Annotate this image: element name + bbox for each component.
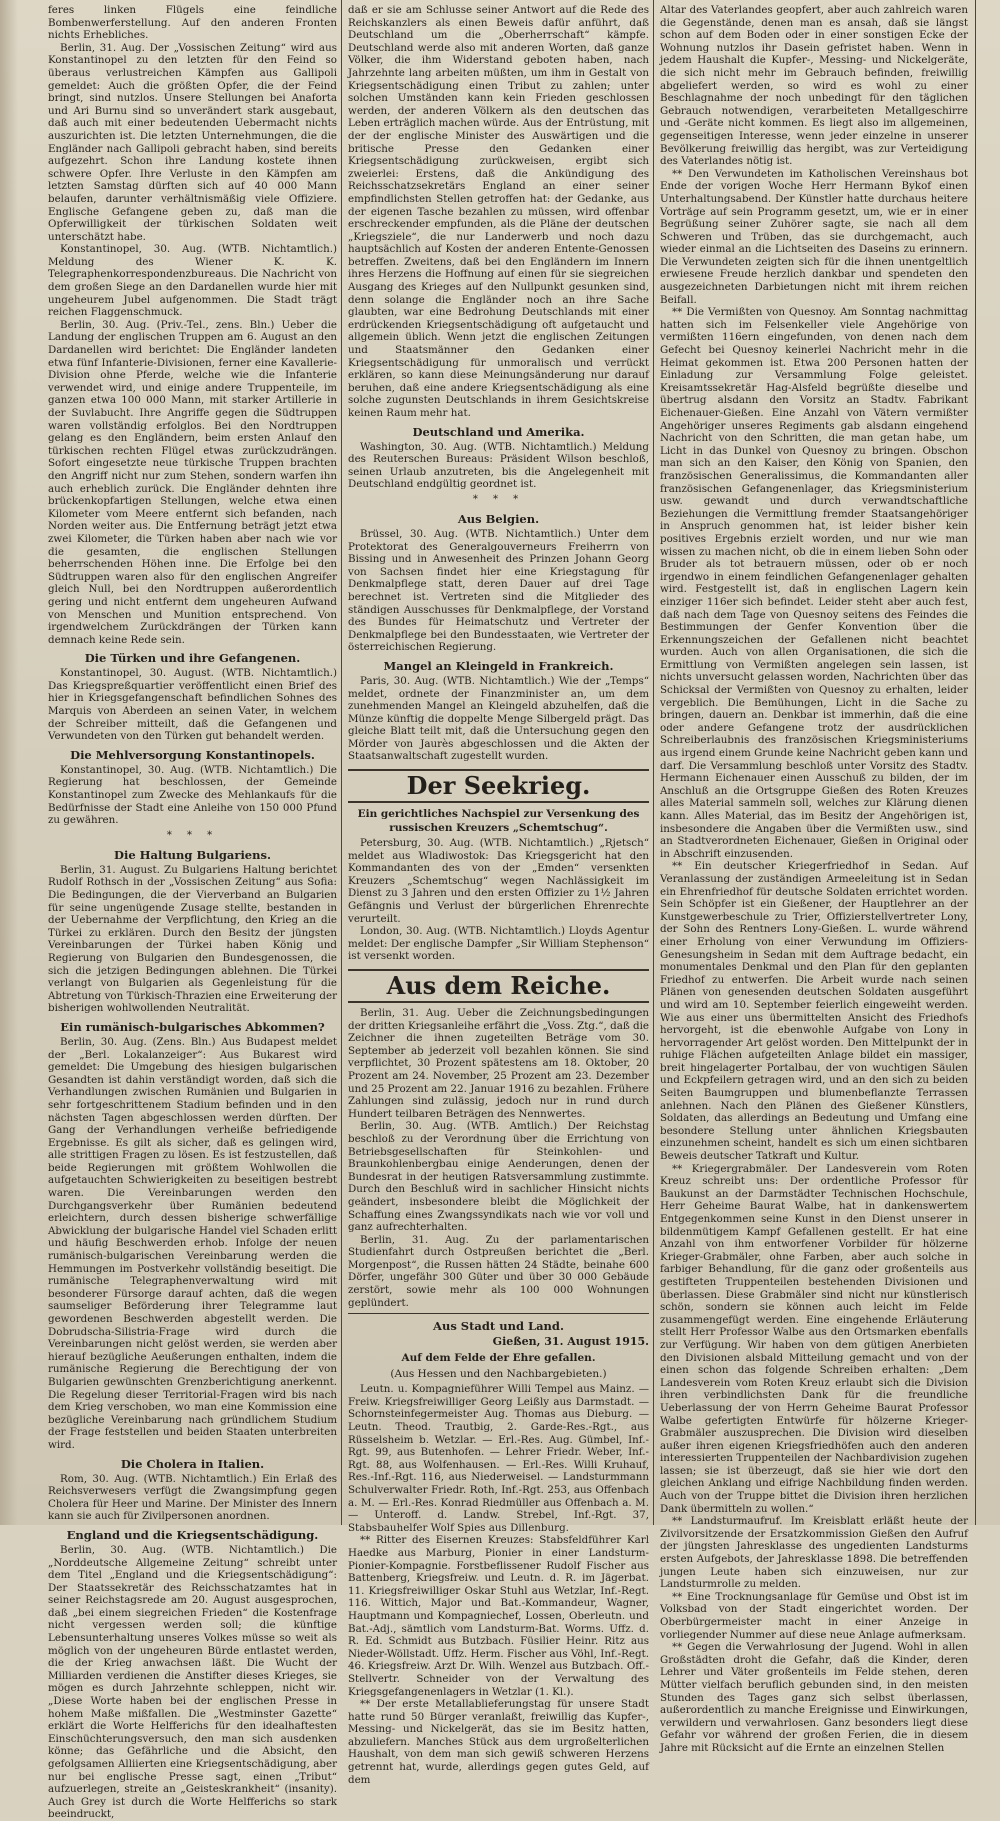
article-paragraph: ** Landsturmaufruf. Im Kreisblatt erläßt heute der Zivilvorsitzende der Ersatzkommission Gießen den Aufruf der jüngsten Jahresklasse des ungedienten Landsturms ersten Aufgebots, der Jahresklasse 1898. Die betreffenden jungen Leute haben sich einzuweisen, nur zur Landsturmrolle zu melden. [660,1515,968,1591]
article-paragraph: Petersburg, 30. Aug. (WTB. Nichtamtlich.) „Rjetsch“ meldet aus Wladiwostok: Das Kriegsgericht hat den Kommandanten des von der „Emden“ versenkten Kreuzers „Schemtschug“ wegen Nachlässigkeit im Dienst zu 3 Jahren und den ersten Offizier zu 1½ Jahren Gefängnis und Verlust der bürgerlichen Ehrenrechte verurteilt. [348,837,649,925]
separator-stars: * * * [166,829,219,841]
section-heading: Die Haltung Bulgariens. [114,847,271,862]
separator-stars: * * * [472,493,525,505]
article-paragraph: Berlin, 31. August. Zu Bulgariens Haltung berichtet Rudolf Rothsch in der „Vossischen Zeitung“ aus Sofia: Die Bedingungen, die der Vierverband an Bulgarien für seine ungenügende Zusage stellte, bestanden in der Uebernahme der Verpflichtung, den Krieg an die Türkei zu erklären. Durch den Besitz der jüngsten Vereinbarungen der Türkei haben König und Regierung von Bulgarien den Bundesgenossen, die sich die jetzigen Bedingungen ablehnen. Die Türkei verlangt von Bulgarien als Gegenleistung für die Abtretung von Türkisch-Thrazien eine Erweiterung der bisherigen wohlwollenden Neutralität. [48,863,337,1015]
article-paragraph: ** Ein deutscher Kriegerfriedhof in Sedan. Auf Veranlassung der zuständigen Armeeleitung ist in Sedan ein Ehrenfriedhof für deutsche Soldaten errichtet worden. Sein Schöpfer ist ein Gießener, der Hauptlehrer an der Kunstgewerbeschule zu Trier, Offizierstellvertreter Lony, der Sohn des Rentners Lony-Gießen. L. wurde während einer Erholung von einer Verwundung im Offiziers-Genesungsheim in Sedan mit dem Auftrage bedacht, ein monumentales Denkmal und den Plan für den geplanten Friedhof zu entwerfen. Die Arbeit wurde nach seinen Plänen von genesenden deutschen Soldaten ausgeführt und wird am 10. September feierlich eingeweiht werden. Wie aus einer uns übermittelten Ansicht des Friedhofs hervorgeht, ist die ebenwohle Aufgabe von Lony in hervorragender Art gelöst worden. Den Mittelpunkt der in ruhige Flächen aufgeteilten Anlage bildet ein massiger, breit hingelagerter Portalbau, der von wuchtigen Säulen und Eckpfeilern getragen wird, und an den sich zu beiden Seiten Baumgruppen und blumenbeflanzte Terrassen anlehnen. Nach den Plänen des Gießener Künstlers, Soldaten, das allerdings an Bedeutung und Umfang eine besondere Stellung unter ähnlichen Kriegsbauten einzunehmen scheint, handelt es sich um einen sichtbaren Beweis deutscher Tatkraft und Kultur. [660,860,968,1163]
article-paragraph: Brüssel, 30. Aug. (WTB. Nichtamtlich.) Unter dem Protektorat des Generalgouverneurs Freiherrn von Bissing und in Anwesenheit des Prinzen Johann Georg von Sachsen findet hier eine Kriegstagung für Denkmalpflege statt, deren Dauer auf drei Tage berechnet ist. Vertreten sind die Mitglieder des ständigen Ausschusses für Denkmalpflege, der Vorstand des Bundes für Heimatschutz und Vertreter der Denkmalpflege bei den Bundesstaaten, wie Vertreter der österreichischen Regierung. [348,527,649,654]
page-fold-shadow [0,0,18,1525]
article-paragraph: Konstantinopel, 30. Aug. (WTB. Nichtamtlich.) Die Regierung hat beschlossen, der Gemeinde Konstantinopel zum Zwecke des Mehlankaufs für die Bedürfnisse der Stadt eine Anleihe von 150 000 Pfund zu gewähren. [48,763,337,827]
section-heading: England und die Kriegsentschädigung. [66,1527,319,1542]
section-heading: Die Türken und ihre Gefangenen. [84,651,301,666]
column-rule [975,0,976,1525]
column-rule [341,0,342,1525]
article-paragraph: Berlin, 31. Aug. Der „Vossischen Zeitung“ wird aus Konstantinopel zu den letzten für den Feind so überaus verlustreichen Kämpfen aus Gallipoli gemeldet: Auch die größten Opfer, die der Feind bringt, sind nutzlos. Unsere Stellungen bei Anaforta und Ari Burnu sind so unverändert stark ausgebaut, daß auch mit einer bedeutenden Uebermacht nichts auszurichten ist. Die letzten Unternehmungen, die die Engländer nach Gallipoli gebracht haben, sind bereits aufgezehrt. Schon ihre Landung kostete ihnen schwere Opfer. Ihre Verluste in den Kämpfen am letzten Samstag dürften sich auf 40 000 Mann belaufen, darunter verhältnismäßig viele Offiziere. Englische Gefangene geben zu, daß man die Opferwilligkeit der türkischen Soldaten weit unterschätzt habe. [48,41,337,243]
section-banner-seekrieg: Der Seekrieg. [348,769,649,803]
article-paragraph: Berlin, 30. Aug. (Zens. Bln.) Aus Budapest meldet der „Berl. Lokalanzeiger“: Aus Bukarest wird gemeldet: Die Umgebung des hiesigen bulgarischen Gesandten ist dahin verständigt worden, daß sich die Verhandlungen zwischen Rumänien und Bulgarien in sehr fortgeschrittenem Stadium befinden und in den nächsten Tagen abgeschlossen werden dürften. Der Gang der Verhandlungen verheiße befriedigende Ergebnisse. Es gilt als sicher, daß es gelingen wird, alle strittigen Fragen zu lösen. Es ist festzustellen, daß beide Regierungen mit größtem Wohlwollen die aufgetauchten Schwierigkeiten zu beseitigen bestrebt waren. Die Vereinbarungen werden den Durchgangsverkehr über Rumänien bedeutend erleichtern, durch dessen bisherige schwerfällige Abwicklung der bulgarische Handel viel Schaden erlitt und häufig Beschwerden erhob. Infolge der neuen rumänisch-bulgarischen Vereinbarung werden die Hemmungen im Postverkehr vollständig beseitigt. Die rumänische Telegraphenverwaltung wird mit besonderer Fürsorge darauf achten, daß die wegen saumseliger Beförderung ihrer Telegramme laut gewordenen Beschwerden abgestellt werden. Die Dobrudscha-Silistria-Frage wird durch die Vereinbarungen nicht gelöst werden, sie werden aber hierauf bezügliche Aeußerungen enthalten, indem die rumänische Regierung die Berechtigung der von Bulgarien gewünschten Grenzberichtigung anerkennt. Die Regelung dieser Territorial-Fragen wird bis nach dem Krieg verschoben, wo man eine Kommission eine bezügliche Vereinbarung nach gründlichem Studium der Frage feststellen und beiden Staaten unterbreiten wird. [48,1035,337,1451]
section-heading: Auf dem Felde der Ehre gefallen. [401,1352,596,1365]
article-paragraph: ** Die Vermißten von Quesnoy. Am Sonntag nachmittag hatten sich im Felsenkeller viele Angehörige von vermißten 116ern eingefunden, von denen nach dem Gefecht bei Quesnoy keinerlei Nachricht mehr in die Heimat gekommen ist. Etwa 200 Personen hatten der Einladung zur Versammlung Folge geleistet. Kreisamtssekretär Hag-Alsfeld begrüßte dieselbe und übertrug alsdann den Vorsitz an Stadtv. Fabrikant Eichenauer-Gießen. Eine Anzahl von Vätern vermißter Angehöriger unseres Regiments gab alsdann eingehend Nachricht von den Schritten, die man getan habe, um Licht in das Dunkel von Quesnoy zu bringen. Obschon man sich an den Kaiser, den König von Spanien, den französischen Generalissimus, die Kommandanten aller französischen Gefangenenlager, das Kriegsministerium usw. gewandt und durch verwandtschaftliche Beziehungen die Vermittlung fremder Staatsangehöriger in Anspruch genommen hat, ist leider bisher kein positives Ergebnis erzielt worden, und nur wie man wissen zu machen nicht, ob die in einem lieben Sohn oder Bruder als tot betrauern müssen, oder ob er noch irgendwo in einem feindlichen Gefangenenlager gehalten wird. Festgestellt ist, daß in englischen Lagern kein einziger 116er sich befindet. Leider steht aber auch fest, daß nach dem Tage von Quesnoy seitens des Feindes die Bestimmungen der Genfer Konvention über die Erkennungszeichen der Gefallenen nicht beachtet wurden. Auch von allen Organisationen, die sich die Ermittlung von Vermißten angelegen sein lassen, ist nichts unversucht gelassen worden, Nachrichten über das Schicksal der Vermißten von Quesnoy zu erhalten, leider vergeblich. Die Bemühungen, Licht in die Sache zu bringen, dauern an. Denkbar ist immerhin, daß die eine oder andere Gefangene trotz der ausdrücklichen Schreiberlaubnis des französischen Kriegsministeriums aus irgend einem Grunde keine Nachricht geben kann und darf. Die Versammlung beschloß unter Vorsitz des Stadtv. Hermann Eichenauer einen Ausschuß zu bilden, der im Anschluß an die Ortsgruppe Gießen des Roten Kreuzes alles Material sammeln soll, welches zur Klärung dienen kann. Alles Material, das im Besitz der Angehörigen ist, insbesondere die Angaben über die Vermißten usw., sind an Stadtverordneten Eichenauer, Gießen in Original oder in Abschrift einzusenden. [660,306,968,860]
article-paragraph: ** Eine Trocknungsanlage für Gemüse und Obst ist im Volksbad von der Stadt eingerichtet worden. Der Oberbürgermeister macht in einer Anzeige in vorliegender Nummer auf diese neue Anlage aufmerksam. [660,1590,968,1641]
article-paragraph: ** Ritter des Eisernen Kreuzes: Stabsfeldführer Karl Haedke aus Marburg, Pionier in einer Landsturm-Pionier-Kompagnie. Forstbeflissener Rudolf Fischer aus Battenberg, Kriegsfreiw. und Leutn. d. R. im Jägerbat. 11. Kriegsfreiwilliger Oskar Stuhl aus Wetzlar, Inf.-Regt. 116. Wittich, Major und Bat.-Kommandeur, Wagner, Hauptmann und Kompagniechef, Lossen, Oberleutn. und Bat.-Adj., sämtlich vom Landsturm-Bat. Worms. Uffz. d. R. Ed. Schmidt aus Butzbach. Füsilier Heinr. Ritz aus Nieder-Wöllstadt. Uffz. Herm. Fischer aus Vöhl, Inf.-Regt. 46. Kriegsfreiw. Arzt Dr. Wilh. Wenzel aus Butzbach. Off.-Stellvertr. Schneider von der Verwaltung des Kriegsgefangenenlagers in Wetzlar (1. Kl.). [348,1534,649,1698]
article-paragraph: ** Kriegergrabmäler. Der Landesverein vom Roten Kreuz schreibt uns: Der ordentliche Professor für Baukunst an der Darmstädter Technischen Hochschule, Herr Geheime Baurat Walbe, hat in dankenswertem Entgegenkommen seine Kunst in den Dienst unserer in bildenmütigem Kampf Gefallenen gestellt. Er hat eine Anzahl von ihm entworfener Vorbilder für hölzerne Krieger-Grabmäler, ohne Farben, aber auch solche in farbiger Behandlung, für die ganz oder großenteils aus gestifteten Truppenteilen bestehenden Divisionen und überlassen. Diese Grabmäler sind nicht nur künstlerisch schön, sondern sie können auch leicht im Felde zusammengefügt werden. Eine eingehende Erläuterung stellt Herr Professor Walbe aus den Ortsmarken ebenfalls zur Verfügung. Wir haben von dem gütigen Anerbieten den Divisionen alsbald Mitteilung gemacht und von der einen schon das folgende Schreiben erhalten: „Dem Landesverein vom Roten Kreuz erlaubt sich die Division ihren verbindlichsten Dank für die freundliche Ueberlassung der von Herrn Geheime Baurat Professor Walbe gefertigten Entwürfe für hölzerne Krieger-Grabmäler auszusprechen. Die Division wird dieselben außer ihren eigenen Kriegsfriedhöfen auch den anderen interessierten Truppenteilen der Nachbardivision zugehen lassen; sie ist überzeugt, daß sie hier wie dort den gleichen Anklang und eifrige Nachbildung finden werden. Auch von der Truppe bittet die Division ihren herzlichen Dank übermitteln zu wollen.“ [660,1162,968,1515]
article-paragraph: London, 30. Aug. (WTB. Nichtamtlich.) Lloyds Agentur meldet: Der englische Dampfer „Sir William Stephenson“ ist versenkt worden. [348,925,649,963]
article-paragraph: Berlin, 30. Aug. (Priv.-Tel., zens. Bln.) Ueber die Landung der englischen Truppen am 6. August an den Dardanellen wird berichtet: Die Engländer landeten etwa fünf Infanterie-Divisionen, ferner eine Kavallerie-Division ohne Pferde, welche wie die Infanterie verwendet wird, und einige andere Truppenteile, im ganzen etwa 100 000 Mann, mit starker Artillerie in der Suvlabucht. Ihre Angriffe gegen die Südtruppen waren vollständig erfolglos. Bei den Nordtruppen gelang es den Engländern, beim ersten Anlauf den türkischen rechten Flügel etwas zurückzudrängen. Sofort eingesetzte neue türkische Truppen brachten den Angriff nicht nur zum Stehen, sondern warfen ihn auch erheblich zurück. Die Engländer dehnten ihre brückenkopfartigen Stellungen, welche etwa einen Kilometer vom Meere entfernt sich befanden, nach Norden weiter aus. Die Entfernung beträgt jetzt etwa zwei Kilometer, die Türken haben aber nach wie vor die gesamten, die englischen Stellungen beherrschenden Höhen inne. Die Erfolge bei den Südtruppen waren also für den englischen Angreifer gleich Null, bei den Nordtruppen außerordentlich gering und nicht entfernt dem ungeheuren Aufwand von Menschen und Munition entsprechend. Von irgendwelchem Zurückdrängen der Türken kann demnach keine Rede sein. [48,318,337,646]
article-paragraph: ** Den Verwundeten im Katholischen Vereinshaus bot Ende der vorigen Woche Herr Hermann Bykof einen Unterhaltungsabend. Der Künstler hatte durchaus heitere Vorträge auf sein Programm gesetzt, um, wie er in einer Begrüßung seiner Zuhörer sagte, sie nach all dem Schweren und Trüben, das sie durchgemacht, auch wieder einmal an die Lichtseiten des Daseins zu erinnern. Die Verwundeten zeigten sich für die ihnen unentgeltlich erwiesene Freude herzlich dankbar und spendeten den ausgezeichneten Darbietungen nicht mit ihrem reichen Beifall. [660,167,968,306]
section-subheading: (Aus Hessen und den Nachbargebieten.) [390,1368,607,1381]
section-heading: Die Cholera in Italien. [120,1456,265,1471]
article-paragraph: Berlin, 30. Aug. (WTB. Nichtamtlich.) Die „Norddeutsche Allgemeine Zeitung“ schreibt unter dem Titel „England und die Kriegsentschädigung“: Der Staatssekretär des Reichsschatzamtes hat in seiner Reichstagsrede am 20. August ausgesprochen, daß „bei einem siegreichen Frieden“ die Kostenfrage nicht vergessen werden soll; die künftige Lebensunterhaltung unseres Volkes müsse so weit als möglich von der ungeheuren Bürde entlastet werden, die der Krieg anwachsen läßt. Die Wucht der Milliarden verdienen die Anstifter dieses Krieges, sie mögen es durch Jahrzehnte schleppen, nicht wir. „Diese Worte haben bei der englischen Presse in hohem Maße mißfallen. Die „Westminster Gazette“ erklärt die Worte Helfferichs für den idealhaftesten Einschüchterungsversuch, den man sich ausdenken könne; das Gefährliche und die Absicht, den gefolgsamen Alliierten eine Kriegsentschädigung, aber nur bei englische Presse sagt, einen „Tribut“ aufzuerlegen, streite an „Geisteskrankheit“ (insanity). Auch Grey ist durch die Worte Helfferichs so stark beeindruckt, [48,1543,337,1821]
article-paragraph: Konstantinopel, 30. Aug. (WTB. Nichtamtlich.) Meldung des Wiener K. K. Telegraphenkorrespondenzbureaus. Die Nachricht von dem großen Siege an den Dardanellen wurde hier mit ungeheurem Jubel aufgenommen. Die Stadt trägt reichen Flaggenschmuck. [48,243,337,319]
article-paragraph: Konstantinopel, 30. August. (WTB. Nichtamtlich.) Das Kriegspreßquartier veröffentlicht einen Brief des hier in Kriegsgefangenschaft befindlichen Sohnes des Marquis von Aberdeen an seinen Vater, in welchem der Schreiber mitteilt, daß die Gefangenen und Verwundeten von den Türken gut behandelt werden. [48,667,337,743]
section-heading: Ein gerichtliches Nachspiel zur Versenkung des russischen Kreuzers „Schemtschug“. [357,808,640,835]
article-paragraph: Paris, 30. Aug. (WTB. Nichtamtlich.) Wie der „Temps“ meldet, ordnete der Finanzminister an, um dem zunehmenden Mangel an Kleingeld abzuhelfen, daß die Münze künftig die doppelte Menge Silbergeld prägt. Das gleiche Blatt teilt mit, daß die Untersuchung gegen den Mörder von Jaurès abgeschlossen und die Akten der Staatsanwaltschaft zugestellt wurden. [348,674,649,763]
section-rule [348,1313,649,1314]
section-heading: Ein rumänisch-bulgarisches Abkommen? [60,1019,325,1034]
article-paragraph: Berlin, 31. Aug. Zu der parlamentarischen Studienfahrt durch Ostpreußen berichtet die „Berl. Morgenpost“, die Russen hätten 24 Städte, beinahe 600 Dörfer, ungefähr 300 Güter und über 30 000 Gebäude zerstört, sowie mehr als 100 000 Wohnungen geplündert. [348,1233,649,1309]
article-paragraph: Berlin, 30. Aug. (WTB. Amtlich.) Der Reichstag beschloß zu der Verordnung über die Errichtung von Betriebsgesellschaften für Steinkohlen- und Braunkohlenbergbau einige Aenderungen, denen der Bundesrat in der heutigen Ratsversammlung zustimmte. Durch den Beschluß wird in sachlicher Hinsicht nichts geändert, insbesondere bleibt die Möglichkeit der Schaffung eines Zwangssyndikats nach wie vor voll und ganz aufrechterhalten. [348,1120,649,1234]
section-heading: Aus Belgien. [457,511,540,526]
column-rule [653,0,654,1525]
section-banner-reich: Aus dem Reiche. [348,969,649,1003]
article-paragraph: Rom, 30. Aug. (WTB. Nichtamtlich.) Ein Erlaß des Reichsverwesers verfügt die Zwangsimpfung gegen Cholera für Heer und Marine. Der Minister des Innern kann sie auch für Zivilpersonen anordnen. [48,1472,337,1523]
article-paragraph: ** Der erste Metallablieferungstag für unsere Stadt hatte rund 50 Bürger veranlaßt, freiwillig das Kupfer-, Messing- und Nickelgerät, das sie im Besitz hatten, abzuliefern. Manches Stück aus dem urgroßelterlichen Haushalt, von dem man sich gewiß schweren Herzens getrennt hat, wurde, allerdings gegen gutes Geld, auf dem [348,1698,649,1786]
article-paragraph: Altar des Vaterlandes geopfert, aber auch zahlreich waren die Gegenstände, denen man es ansah, daß sie längst schon auf dem Boden oder in einer sonstigen Ecke der Wohnung nutzlos ihr Dasein gefristet haben. Wenn in jedem Haushalt die Kupfer-, Messing- und Nickelgeräte, die sich nicht mehr im Gebrauch befinden, freiwillig abgeliefert werden, so wird es wohl zu einer Beschlagnahme der noch unbedingt für den täglichen Gebrauch notwendigen, verarbeiteten Metallgeschirre und -Geräte nicht kommen. Es liegt also im allgemeinen, gegenseitigen Interesse, wenn jeder einzelne in unserer Bevölkerung freiwillig das hergibt, was zur Verteidigung des Vaterlandes nötig ist. [660,4,968,168]
column-middle [344,4,653,1786]
article-paragraph: Berlin, 31. Aug. Ueber die Zeichnungsbedingungen der dritten Kriegsanleihe erfährt die „Voss. Ztg.“, daß die Zeichner die ihnen zugeteilten Beträge vom 30. September ab jederzeit voll bezahlen können. Sie sind verpflichtet, 30 Prozent spätestens am 18. Oktober, 20 Prozent am 24. November, 25 Prozent am 23. Dezember und 25 Prozent am 22. Januar 1916 zu bezahlen. Frühere Zahlungen sind zulässig, jedoch nur in rund durch Hundert teilbaren Beträgen des Nennwertes. [348,1007,649,1120]
section-heading: Die Mehlversorgung Konstantinopels. [70,747,315,762]
article-paragraph: feres linken Flügels eine feindliche Bombenwerferstellung. Auf den anderen Fronten nichts Erhebliches. [48,4,337,42]
section-heading: Deutschland und Amerika. [412,424,585,439]
article-paragraph: ** Gegen die Verwahrlosung der Jugend. Wohl in allen Großstädten droht die Gefahr, daß die Kinder, deren Lehrer und Väter großenteils im Felde stehen, deren Mütter vielfach beruflich gebunden sind, in den meisten Stunden des Tages ganz sich selbst überlassen, außerordentlich zu manche Ereignisse und Einwirkungen, verwildern und verwahrlosen. Ganz besonders liegt diese Gefahr vor während der großen Ferien, die in diesem Jahre mit Rücksicht auf die Ernte an einzelnen Stellen [660,1641,968,1754]
column-right [656,4,972,1754]
dateline: Gießen, 31. August 1915. [492,1335,649,1349]
column-left [44,4,341,1821]
article-paragraph: daß er sie am Schlusse seiner Antwort auf die Rede des Reichskanzlers als einen Beweis dafür anführt, daß Deutschland um die „Oberherrschaft“ kämpfe. Deutschland werde also mit anderen Worten, daß ganze Völker, die ihm Widerstand geboten haben, nach Jahrzehnte lang arbeiten müßten, um ihm in Gestalt von Kriegsentschädigung einen Tribut zu zahlen; unter solchen Umständen kann kein Frieden geschlossen werden, der anderen Völkern als den deutschen das Leben erträglich machen würde. Aus der Entrüstung, mit der der englische Minister des Auswärtigen und die britische Presse den Gedanken einer Kriegsentschädigung zurückweisen, ergibt sich zweierlei: Erstens, daß die Ankündigung des Reichsschatzsekretärs England an einer seiner empfindlichsten Stellen getroffen hat: der Gedanke, aus der eigenen Tasche bezahlen zu müssen, wird offenbar erschreckender empfunden, als die Pläne der deutschen „Kriegsziele“, die nur Landerwerb und noch dazu hauptsächlich auf Kosten der anderen Entente-Genossen betreffen. Zweitens, daß bei den Engländern im Innern ihres Herzens die Hoffnung auf einen für sie siegreichen Ausgang des Krieges auf den Nullpunkt gesunken sind, denn solange die Engländer noch an ihre Sache glaubten, war eine Bedrohung Deutschlands mit einer erdrückenden Kriegsentschädigung oft aufgetaucht und allgemein üblich. Wenn jetzt die englischen Zeitungen und Staatsmänner den Gedanken einer Kriegsentschädigung für unmoralisch und verrückt erklären, so kann diese Meinungsänderung nur darauf beruhen, daß eine andere Kriegsentschädigung als eine solche zugunsten Deutschlands in ihrem Gesichtskreise keinen Raum mehr hat. [348,4,649,419]
section-heading-stadt-land: Aus Stadt und Land. [433,1319,564,1334]
article-paragraph: Washington, 30. Aug. (WTB. Nichtamtlich.) Meldung des Reuterschen Bureaus: Präsident Wilson beschloß, seinen Urlaub anzutreten, bis die Angelegenheit mit Deutschland endgültig geordnet ist. [348,440,649,491]
article-paragraph: Leutn. u. Kompagnieführer Willi Tempel aus Mainz. — Freiw. Kriegsfreiwilliger Georg Leißly aus Darmstadt. — Schornsteinfegermeister Aug. Thomas aus Dieburg. — Leutn. Theod. Trautbig, 2. Garde-Res.-Rgt., aus Rüsselsheim b. Wetzlar. — Erl.-Res. Aug. Gümbel, Inf.-Rgt. 99, aus Butenhofen. — Lehrer Friedr. Weber, Inf.-Rgt. 88, aus Wolfenhausen. — Erl.-Res. Willi Kruhauf, Res.-Inf.-Rgt. 116, aus Niederweisel. — Landsturmmann Schulverwalter Friedr. Roth, Inf.-Rgt. 253, aus Offenbach a. M. — Erl.-Res. Konrad Riedmüller aus Offenbach a. M. — Unteroff. d. Landw. Strebel, Inf.-Rgt. 37, Stabsbauhelfer Wolf Spies aus Dillenburg. [348,1383,649,1534]
section-heading: Mangel an Kleingeld in Frankreich. [383,658,614,673]
